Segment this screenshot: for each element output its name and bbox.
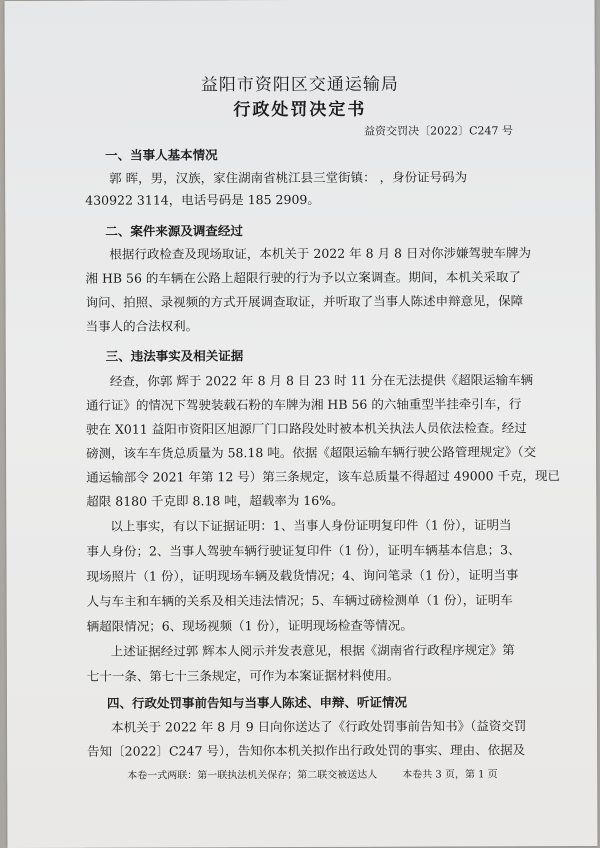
body-line: 当事人的合法权利。 — [85, 318, 199, 334]
document-title: 行政处罚决定书 — [233, 99, 367, 121]
body-line: 驶在 X011 益阳市资阳区旭源厂门口路段处时被本机关执法人员依法检查。经过 — [85, 420, 527, 437]
document-number: 益资交罚决〔2022〕C247 号 — [364, 124, 514, 138]
body-line: 上述证据经过郭 辉本人阅示并发表意见，根据《湖南省行政程序规定》第 — [110, 642, 515, 659]
body-line: 磅测，该车车货总质量为 58.18 吨。依据《超限运输车辆行驶公路管理规定》（交 — [86, 444, 537, 461]
body-line: 根据行政检查及现场取证，本机关于 2022 年 8 月 8 日对你涉嫌驾驶车牌为 — [109, 245, 531, 262]
body-line: 辆超限情况；6、现场视频（1 份），证明现场检查等情况。 — [86, 617, 413, 634]
body-line: 事人身份；2、当事人驾驶车辆行驶证复印件（1 份），证明车辆基本信息；3、 — [86, 542, 521, 559]
section-heading: 二、案件来源及调查经过 — [105, 223, 243, 239]
section-heading: 一、当事人基本情况 — [105, 147, 218, 163]
body-line: 询问、拍照、录视频的方式开展调查取证，并听取了当事人陈述申辩意见，保障 — [85, 293, 524, 310]
section-heading: 四、行政处罚事前告知与当事人陈述、申辩、听证情况 — [106, 694, 408, 711]
body-line: 郭 晖，男，汉族，家住湖南省桃江县三堂街镇： ，身份证号码为 — [109, 169, 468, 186]
body-line: 湘 HB 56 的车辆在公路上超限行驶的行为予以立案调查。期间，本机关采取了 — [85, 269, 521, 286]
body-line: 现场照片（1 份），证明现场车辆及载货情况；4、询问笔录（1 份），证明当事 — [86, 567, 519, 584]
body-line: 本机关于 2022 年 8 月 9 日向你送达了《行政处罚事前告知书》（益资交罚 — [111, 718, 527, 735]
body-line: 通行证》的情况下驾驶装载石粉的车牌为湘 HB 56 的六轴重型半挂牵引车，行 — [85, 396, 522, 413]
body-line: 七十一条、第七十三条规定，可作为本案证据材料使用。 — [86, 667, 400, 684]
document-page — [5, 0, 598, 848]
body-line: 经查，你郭 辉于 2022 年 8 月 8 日 23 时 11 分在无法提供《超限运输车辆 — [109, 372, 534, 389]
body-line: 430922 3114，电话号码是 185 2909。 — [85, 191, 320, 208]
footer-copy-note: 本卷一式两联：第一联执法机关保存；第二联交被送达人 — [127, 769, 378, 782]
footer-page-number: 本卷共 3 页，第 1 页 — [402, 769, 498, 781]
issuing-agency: 益阳市资阳区交通运输局 — [200, 74, 399, 96]
body-line: 超限 8180 千克即 8.18 吨，超载率为 16%。 — [86, 492, 344, 509]
body-line: 人与车主和车辆的关系及相关违法情况；5、车辆过磅检测单（1 份），证明车 — [86, 592, 513, 609]
body-line: 通运输部令 2021 年第 12 号）第三条规定，该车总质量不得超过 49000 千克，现已 — [86, 468, 561, 485]
body-line: 以上事实，有以下证据证明：1、当事人身份证明复印件（1 份），证明当 — [110, 517, 512, 534]
body-line: 告知〔2022〕C247 号），告知你本机关拟作出行政处罚的事实、理由、依据及 — [87, 742, 526, 759]
section-heading: 三、违法事实及相关证据 — [105, 348, 244, 364]
